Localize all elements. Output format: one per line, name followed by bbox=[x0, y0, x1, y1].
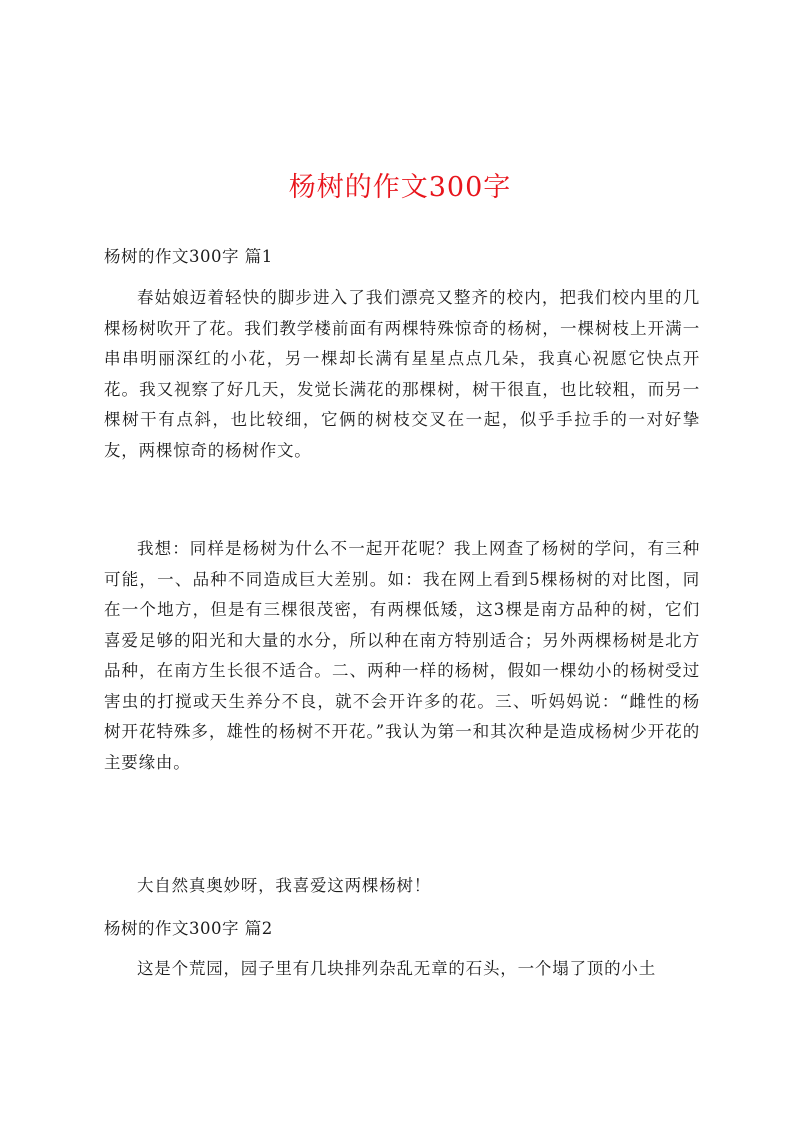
section-1-heading: 杨树的作文300字 篇1 bbox=[104, 247, 273, 266]
document-title: 杨树的作文300字 bbox=[288, 172, 512, 203]
section-2-paragraph-1: 这是个荒园，园子里有几块排列杂乱无章的石头，一个塌了顶的小土 bbox=[137, 959, 656, 978]
section-1-paragraph-2: 我想：同样是杨树为什么不一起开花呢？我上网查了杨树的学问，有三种可能，一、品种不同造成巨大差别。如：我在网上看到5棵杨树的对比图，同在一个地方，但是有三棵很茂密，有两棵低矮，这3棵是南方品种的树，它们喜爱足够的阳光和大量的水分，所以种在南方特别适合；另外两棵杨树是北方品种，在南方生长很不适合。二、两种一样的杨树，假如一棵幼小的杨树受过害虫的打搅或天生养分不良，就不会开许多的花。三、听妈妈说：“雌性的杨树开花特殊多，雄性的杨树不开花。”我认为第一和其次种是造成杨树少开花的主要缘由。 bbox=[104, 539, 700, 772]
section-1-paragraph-3: 大自然真奥妙呀，我喜爱这两棵杨树！ bbox=[137, 876, 432, 895]
section-2-heading: 杨树的作文300字 篇2 bbox=[104, 919, 273, 938]
section-1-paragraph-1: 春姑娘迈着轻快的脚步进入了我们漂亮又整齐的校内，把我们校内里的几棵杨树吹开了花。我们教学楼前面有两棵特殊惊奇的杨树，一棵树枝上开满一串串明丽深红的小花，另一棵却长满有星星点点几朵，我真心祝愿它快点开花。我又视察了好几天，发觉长满花的那棵树，树干很直，也比较粗，而另一棵树干有点斜，也比较细，它俩的树枝交叉在一起，似乎手拉手的一对好挚友，两棵惊奇的杨树作文。 bbox=[104, 288, 700, 460]
